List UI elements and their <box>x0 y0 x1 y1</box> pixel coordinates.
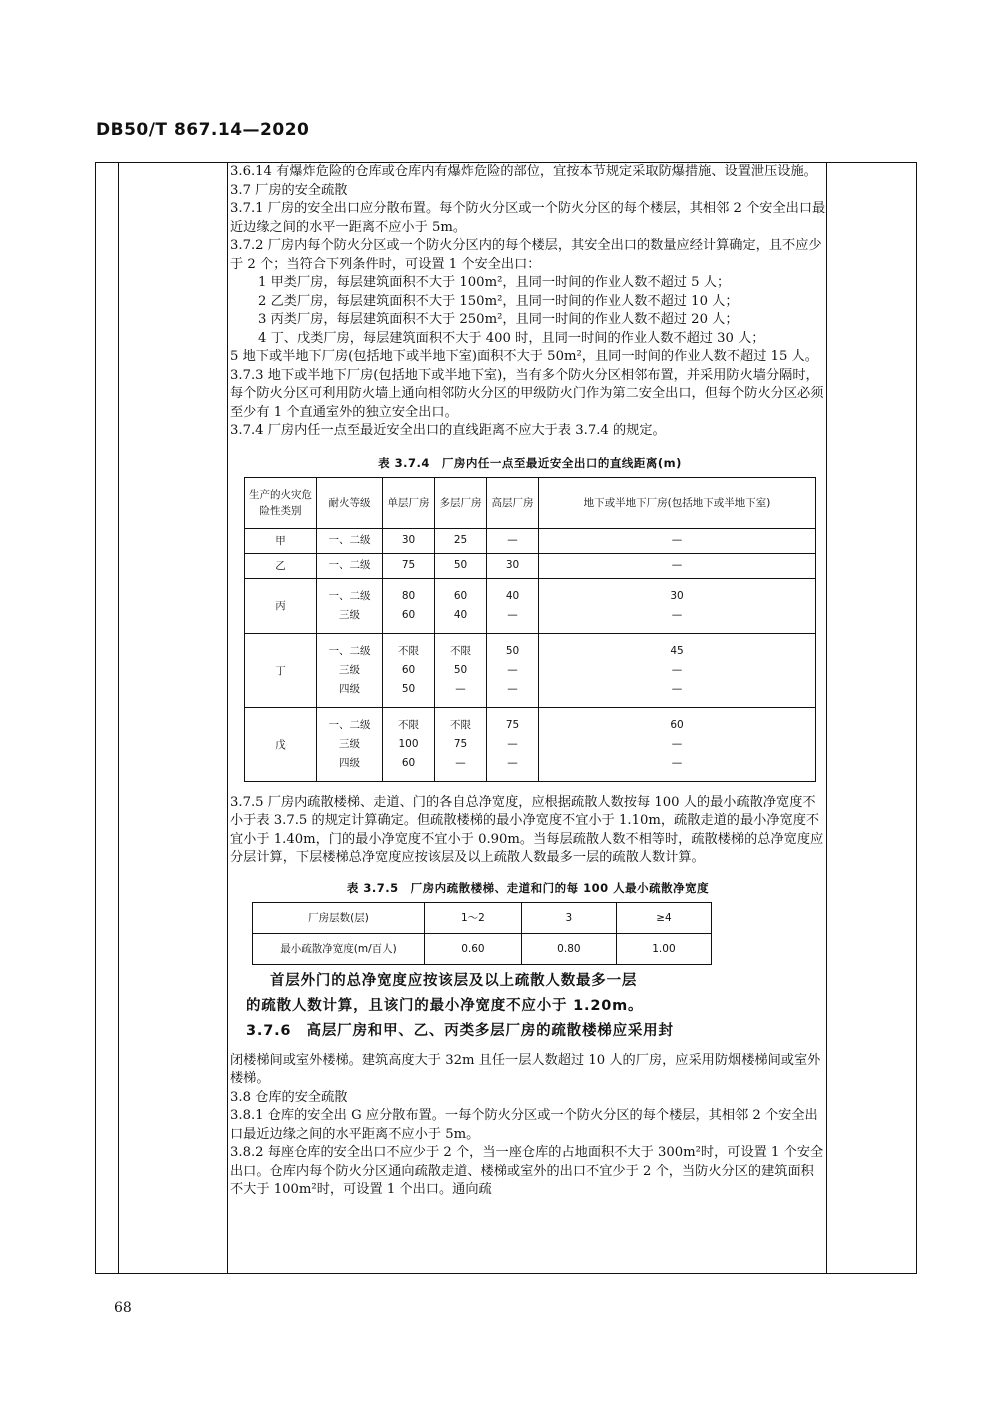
cell-value: 40 <box>453 608 468 621</box>
cell-value: 三级 <box>339 663 360 676</box>
category-cell: 丙 <box>245 578 317 633</box>
table-row <box>245 578 816 633</box>
cell-value: 不限 <box>398 644 419 657</box>
table-header-cell: 地下或半地下厂房(包括地下或半地下室) <box>539 477 816 528</box>
cell-value: 75 <box>453 737 468 750</box>
clause-3-8-1: 3.8.1 仓库的安全出 G 应分散布置。一每个防火分区或一个防火分区的每个楼层，其相邻 2 个安全出口最近边缘之间的水平距离不应小于 5m。 <box>230 1108 818 1142</box>
cell-value: — <box>507 682 518 695</box>
section-heading-3-8: 3.8 仓库的安全疏散 <box>230 1089 348 1105</box>
clause-3-7-5: 3.7.5 厂房内疏散楼梯、走道、门的各自总净宽度，应根据疏散人数按每 100 人的最小疏散净宽度不小于表 3.7.5 的规定计算确定。但疏散楼梯的最小净宽度不宜小于 1.10m，疏散走道的最小净宽度不宜小于 1.40m，门的最小净宽度不宜小于 0.90m。当每层疏散人数不相等时，疏散楼梯的总净宽度应分层计算，下层楼梯总净宽度应按该层及以上疏散人数最多一层的疏散人数计算。 <box>230 794 824 865</box>
table-cell <box>487 578 539 633</box>
cell-value: — <box>507 534 518 546</box>
table-cell <box>539 553 816 578</box>
table-cell <box>435 528 487 553</box>
table-header-cell: 高层厂房 <box>487 477 539 528</box>
cell-value: — <box>507 663 518 676</box>
table-cell <box>487 553 539 578</box>
cell-value: 60 <box>401 663 416 676</box>
table-3-7-4 <box>244 455 816 782</box>
table-cell <box>383 633 435 707</box>
table-cell <box>539 633 816 707</box>
cell-value: — <box>671 737 683 750</box>
cell-value: 50 <box>401 682 416 695</box>
category-cell: 戊 <box>245 707 317 781</box>
category-cell: 乙 <box>245 553 317 578</box>
condition-item: 2 乙类厂房，每层建筑面积不大于 150m²，且同一时间的作业人数不超过 10 人； <box>258 293 739 309</box>
cell-value: 25 <box>453 534 468 546</box>
table-row <box>245 528 816 553</box>
condition-item: 4 丁、戊类厂房，每层建筑面积不大于 400 时，且同一时间的作业人数不超过 30 人； <box>258 330 765 346</box>
table-caption: 表 3.7.5 厂房内疏散楼梯、走道和门的每 100 人最小疏散净宽度 <box>346 880 710 895</box>
cell-value: 60 <box>453 589 468 602</box>
clause-3-7-1: 3.7.1 厂房的安全出口应分散布置。每个防火分区或一个防火分区的每个楼层，其相邻 2 个安全出口最近边缘之间的水平一距离不应小于 5m。 <box>230 201 826 235</box>
table-cell <box>539 578 816 633</box>
table-row <box>253 902 712 933</box>
column-divider <box>826 163 827 1273</box>
table-cell <box>317 633 383 707</box>
table-cell <box>317 707 383 781</box>
cell-value: 45 <box>670 644 684 657</box>
category-cell: 甲 <box>245 528 317 553</box>
table-cell <box>487 528 539 553</box>
content-cell <box>228 163 826 1200</box>
condition-item: 1 甲类厂房，每层建筑面积不大于 100m²，且同一时间的作业人数不超过 5 人； <box>258 275 731 290</box>
clause-3-8-2: 3.8.2 每座仓库的安全出口不应少于 2 个，当一座仓库的占地面积不大于 300m²时，可设置 1 个安全出口。仓库内每个防火分区通向疏散走道、楼梯或室外的出口不宜少于 2 个，当防火分区的建筑面积不大于 100m²时，可设置 1 个出口。通向疏 <box>230 1145 824 1197</box>
bold-text-line: 3.7.6 高层厂房和甲、乙、丙类多层厂房的疏散楼梯应采用封 <box>246 1022 674 1039</box>
clause-3-6-14: 3.6.14 有爆炸危险的仓库或仓库内有爆炸危险的部位，宜按本节规定采取防爆措施、设置泄压设施。 <box>230 164 817 179</box>
cell-value: — <box>671 608 683 621</box>
column-divider <box>118 163 119 1273</box>
document-code: DB50/T 867.14—2020 <box>96 120 310 140</box>
table-cell: 厂房层数(层) <box>253 902 425 933</box>
cell-value: 50 <box>505 644 520 657</box>
cell-value: — <box>671 534 683 546</box>
cell-value: 30 <box>401 534 416 546</box>
cell-value: 75 <box>401 559 416 571</box>
cell-value: 100 <box>398 737 419 750</box>
cell-value: — <box>455 682 466 695</box>
cell-value: — <box>671 682 683 695</box>
table-row <box>253 933 712 964</box>
table-cell <box>383 707 435 781</box>
table-cell: 0.80 <box>521 933 616 964</box>
table-row <box>245 633 816 707</box>
cell-value: — <box>671 559 683 571</box>
cell-value: 40 <box>505 589 520 602</box>
cell-value: 不限 <box>450 718 471 731</box>
bold-text-line: 的疏散人数计算，且该门的最小净宽度不应小于 1.20m。 <box>246 997 644 1014</box>
cell-value: 一、二级 <box>328 589 371 602</box>
clause-3-7-2: 3.7.2 厂房内每个防火分区或一个防火分区内的每个楼层，其安全出口的数量应经计算确定，且不应少于 2 个；当符合下列条件时，可设置 1 个安全出口： <box>230 238 822 272</box>
table-row <box>245 707 816 781</box>
cell-value: 30 <box>670 589 684 602</box>
bold-text-line: 首层外门的总净宽度应按该层及以上疏散人数最多一层 <box>270 972 638 989</box>
table-cell <box>435 578 487 633</box>
table-cell: 0.60 <box>425 933 522 964</box>
table-cell <box>435 633 487 707</box>
cell-value: 60 <box>401 608 416 621</box>
section-heading-3-7: 3.7 厂房的安全疏散 <box>230 182 348 198</box>
table-cell <box>317 528 383 553</box>
table-body <box>245 528 816 781</box>
cell-value: — <box>507 608 518 621</box>
table-3-7-5 <box>252 902 712 965</box>
table-cell: 1～2 <box>425 902 522 933</box>
cell-value: — <box>455 756 466 769</box>
cell-value: 60 <box>670 718 684 731</box>
clause-3-7-3: 3.7.3 地下或半地下厂房(包括地下或半地下室)，当有多个防火分区相邻布置，并采用防火墙分隔时，每个防火分区可利用防火墙上通向相邻防火分区的甲级防火门作为第二安全出口，但每个防火分区必须至少有 1 个直通室外的独立安全出口。 <box>230 367 824 420</box>
cell-value: 不限 <box>450 644 471 657</box>
clause-3-7-4: 3.7.4 厂房内任一点至最近安全出口的直线距离不应大于表 3.7.4 的规定。 <box>230 423 666 438</box>
table-header-cell: 耐火等级 <box>317 477 383 528</box>
table-cell <box>487 633 539 707</box>
page-number: 68 <box>114 1300 132 1316</box>
table-cell <box>487 707 539 781</box>
cell-value: — <box>507 737 518 750</box>
cell-value: — <box>507 756 518 769</box>
cell-value: — <box>671 756 683 769</box>
cell-value: 75 <box>505 718 520 731</box>
cell-value: 50 <box>453 559 468 571</box>
table-cell <box>539 528 816 553</box>
cell-value: 30 <box>505 559 520 571</box>
cell-value: 三级 <box>339 608 360 621</box>
condition-item: 3 丙类厂房，每层建筑面积不大于 250m²，且同一时间的作业人数不超过 20 人； <box>258 312 739 327</box>
cell-value: 三级 <box>339 737 360 750</box>
table-cell <box>383 578 435 633</box>
table-cell <box>317 578 383 633</box>
condition-item: 5 地下或半地下厂房(包括地下或半地下室)面积不大于 50m²，且同一时间的作业人数不超过 15 人。 <box>230 349 818 364</box>
category-cell: 丁 <box>245 633 317 707</box>
table-cell <box>435 707 487 781</box>
table-header-cell: 单层厂房 <box>383 477 435 528</box>
cell-value: — <box>671 663 683 676</box>
table-row <box>245 553 816 578</box>
clause-3-7-6-cont: 闭楼梯间或室外楼梯。建筑高度大于 32m 且任一层人数超过 10 人的厂房，应采用防烟楼梯间或室外楼梯。 <box>230 1052 821 1086</box>
table-header-cell: 生产的火灾危险性类别 <box>245 477 317 528</box>
cell-value: 80 <box>401 589 416 602</box>
table-frame <box>95 162 917 1274</box>
table-cell <box>435 553 487 578</box>
table-cell <box>539 707 816 781</box>
table-caption: 表 3.7.4 厂房内任一点至最近安全出口的直线距离(m) <box>378 455 682 470</box>
cell-value: 一、二级 <box>328 559 371 571</box>
table-cell <box>383 528 435 553</box>
distance-table <box>244 477 816 782</box>
table-cell <box>383 553 435 578</box>
cell-value: 四级 <box>339 682 360 695</box>
cell-value: 不限 <box>398 718 419 731</box>
table-cell: 最小疏散净宽度(m/百人) <box>253 933 425 964</box>
table-cell <box>317 553 383 578</box>
cell-value: 一、二级 <box>328 534 371 546</box>
cell-value: 50 <box>453 663 468 676</box>
cell-value: 一、二级 <box>328 718 371 731</box>
table-cell: 3 <box>521 902 616 933</box>
cell-value: 四级 <box>339 756 360 769</box>
table-header-cell: 多层厂房 <box>435 477 487 528</box>
cell-value: 60 <box>401 756 416 769</box>
cell-value: 一、二级 <box>328 644 371 657</box>
table-cell: ≥4 <box>616 902 711 933</box>
table-cell: 1.00 <box>616 933 711 964</box>
